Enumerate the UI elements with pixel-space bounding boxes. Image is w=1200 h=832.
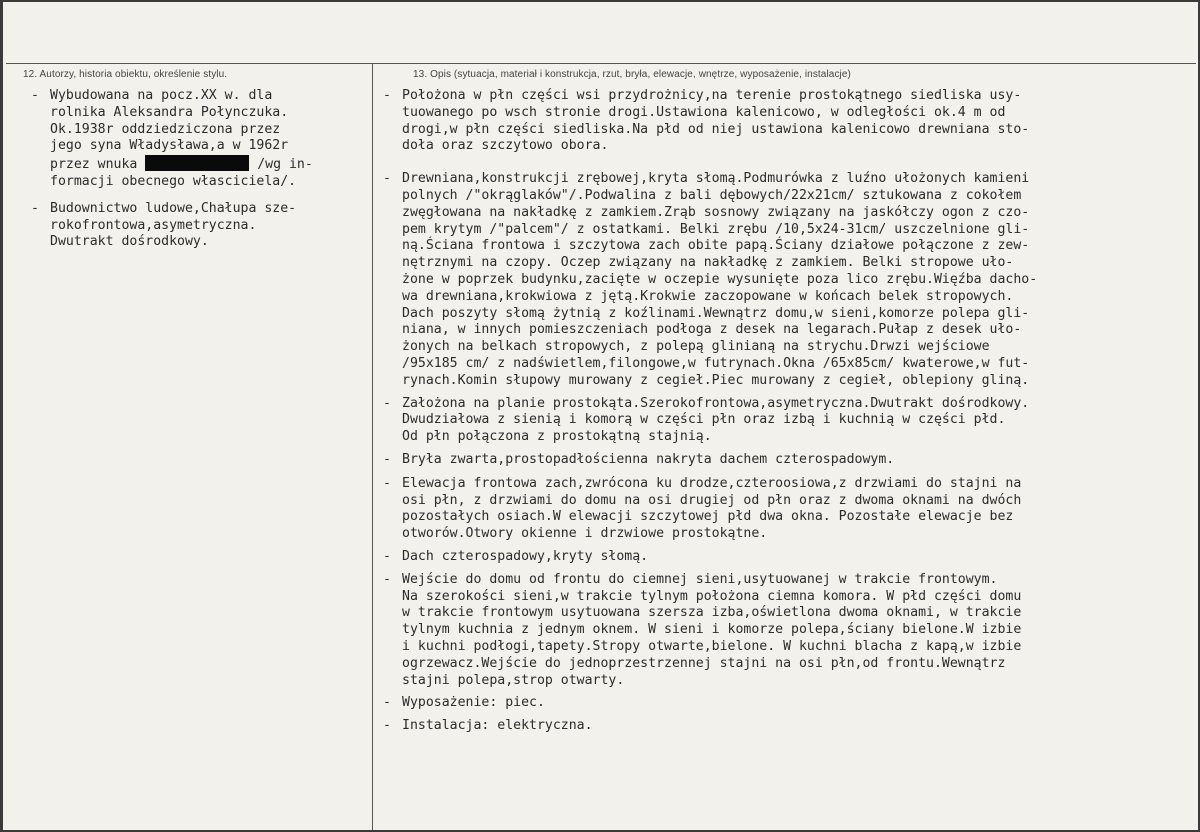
text-line: Dach czterospadowy,kryty słomą. xyxy=(402,548,649,564)
text-line: formacji obecnego własciciela/. xyxy=(50,173,297,189)
text-line: jego syna Władysława,a w 1962r xyxy=(50,138,289,154)
text-line: w trakcie frontowym usytuowana szersza izba,oświetlona dwoma oknami, w trakcie xyxy=(402,605,1022,621)
location-entry: - Położona w płn części wsi przydrożnicy,na terenie prostokątnego siedliska usy- tuowanego po wsch stronie drogi.Ustawiona kalenicowo, w odległości ok.4 m od drogi,w płn części siedliska.Na płd od niej ustawiona kalenicowo drewniana sto- doła oraz szczytowo obora. xyxy=(383,88,1198,155)
text-line: rolnika Aleksandra Połynczuka. xyxy=(50,104,289,120)
text-line: Ok.1938r oddziedziczona przez xyxy=(50,121,281,137)
history-entry: - Wybudowana na pocz.XX w. dla rolnika Aleksandra Połynczuka. Ok.1938r oddziedziczona przez jego syna Władysława,a w 1962r przez wnuka /wg in- formacji obecnego własciciela/. xyxy=(31,88,366,191)
text-line: Wyposażenie: piec. xyxy=(402,695,545,711)
header-divider xyxy=(6,63,1196,64)
elevation-entry: - Elewacja frontowa zach,zwrócona ku drodze,czteroosiowa,z drzwiami do stajni na osi płn, z drzwiami do domu na osi drugiej od płn oraz z dwoma oknami na dwóch pozostałych osiach.W elewacji szczytowej płd dwa okna. Pozostałe elewacje bez otworów.Otwory okienne i drzwiowe prostokątne. xyxy=(383,476,1198,543)
section-13-header: 13. Opis (sytuacja, materiał i konstrukcja, rzut, bryła, elewacje, wnętrze, wyposażenie, instalacje) xyxy=(413,69,851,80)
text-line: niana, w innych pomieszczeniach podłoga z desek na legarach.Pułap z desek uło- xyxy=(402,322,1022,338)
text-line: wa drewniana,krokwiowa z jętą.Krokwie zaczopowane w końcach belek stropowych. xyxy=(402,288,1014,304)
text-line: drogi,w płn części siedliska.Na płd od niej ustawiona kalenicowo drewniana sto- xyxy=(402,121,1030,137)
style-entry: - Budownictwo ludowe,Chałupa sze- rokofrontowa,asymetryczna. Dwutrakt dośrodkowy. xyxy=(31,201,366,251)
text-line: Drewniana,konstrukcji zrębowej,kryta słomą.Podmurówka z luźno ułożonych kamieni xyxy=(402,171,1030,187)
interior-entry: - Wejście do domu od frontu do ciemnej sieni,usytuowanej w trakcie frontowym. Na szerokości sieni,w trakcie tylnym położona ciemna komora. W płd części domu w trakcie frontowym usytuowana szersza izba,oświetlona dwoma oknami, w trakcie tylnym kuchnia z jednym oknem. W sieni i komorze polepa,ściany bielone.W izbie i kuchni podłogi,tapety.Stropy otwarte,bielone. W kuchni blacha z kapą,w izbie ogrzewacz.Wejście do jednoprzestrzennej stajni na osi płn,od frontu.Wewnątrz stajni polepa,strop otwarty. xyxy=(383,572,1198,690)
text-line: Na szerokości sieni,w trakcie tylnym położona ciemna komora. W płd części domu xyxy=(402,588,1022,604)
text-line: pem krytym /"palcem"/ z ostatkami. Belki zrębu /10,5x24-31cm/ uszczelnione gli- xyxy=(402,221,1030,237)
text-line: /95x185 cm/ z nadświetlem,filongowe,w futrynach.Okna /65x85cm/ kwaterowe,w fut- xyxy=(402,355,1030,371)
left-column xyxy=(31,88,366,251)
roof-entry: - Dach czterospadowy,kryty słomą. xyxy=(383,549,1198,566)
installation-entry: - Instalacja: elektryczna. xyxy=(383,718,1198,735)
text-line: osi płn, z drzwiami do domu na osi drugiej od płn oraz z dwoma oknami na dwóch xyxy=(402,492,1022,508)
text-line: Dach poszyty słomą żytnią z koźlinami.Wewnątrz domu,w sieni,komorze polepa gli- xyxy=(402,305,1030,321)
text-line: nętrznymi na czopy. Oczep związany na nakładkę z zamkiem. Belki stropowe uło- xyxy=(402,255,1014,271)
text-line: Dwutrakt dośrodkowy. xyxy=(50,234,209,250)
text-line: ną.Ściana frontowa i szczytowa zach obite papą.Ściany działowe połączone z zew- xyxy=(402,238,1030,254)
text-line: Elewacja frontowa zach,zwrócona ku drodze,czteroosiowa,z drzwiami do stajni na xyxy=(402,475,1022,491)
text-line: Dwudziałowa z sienią i komorą w części płn oraz izbą i kuchnią w części płd. xyxy=(402,412,1006,428)
text-line: Bryła zwarta,prostopadłościenna nakryta dachem czterospadowym. xyxy=(402,451,895,467)
text-line: polnych /"okrąglaków"/.Podwalina z bali dębowych/22x21cm/ sztukowana z cokołem xyxy=(402,187,1022,203)
text-line: stajni polepa,strop otwarty. xyxy=(402,672,625,688)
text-line: otworów.Otwory okienne i drzwiowe prostokątne. xyxy=(402,526,768,542)
section-12-header: 12. Autorzy, historia obiektu, określenie stylu. xyxy=(23,69,228,80)
text-line: Wybudowana na pocz.XX w. dla xyxy=(50,88,273,103)
text-line: i kuchni podłogi,tapety.Stropy otwarte,bielone. W kuchni blacha z kapą,w izbie xyxy=(402,638,1022,654)
equipment-entry: - Wyposażenie: piec. xyxy=(383,695,1198,712)
text-line: tuowanego po wsch stronie drogi.Ustawiona kalenicowo, w odległości ok.4 m od xyxy=(402,104,1006,120)
text-line: żone w poprzek budynku,zacięte w oczepie wysunięte poza lico zrębu.Więźba dacho- xyxy=(402,271,1038,287)
plan-entry: - Założona na planie prostokąta.Szerokofrontowa,asymetryczna.Dwutrakt dośrodkowy. Dwudziałowa z sienią i komorą w części płn oraz izbą i kuchnią w części płd. Od płn połączona z prostokątną stajnią. xyxy=(383,396,1198,446)
text-line: rokofrontowa,asymetryczna. xyxy=(50,217,257,233)
redacted-name-block xyxy=(145,155,249,171)
construction-entry: - Drewniana,konstrukcji zrębowej,kryta słomą.Podmurówka z luźno ułożonych kamieni polnych /"okrąglaków"/.Podwalina z bali dębowych/22x21cm/ sztukowana z cokołem zwęgłowana na nakładkę z zamkiem.Zrąb sosnowy związany na jaskółczy ogon z czo- pem krytym /"palcem"/ z ostatkami. Belki zrębu /10,5x24-31cm/ uszczelnione gli- ną.Ściana frontowa i szczytowa zach obite papą.Ściany działowe połączone z zew- nętrznymi na czopy. Oczep związany na nakładkę z zamkiem. Belki stropowe uło- żone w poprzek budynku,zacięte w oczepie wysunięte poza lico zrębu.Więźba dacho- wa drewniana,krokwiowa z jętą.Krokwie zaczopowane w końcach belek stropowych. Dach poszyty słomą żytnią z koźlinami.Wewnątrz domu,w sieni,komorze polepa gli- niana, w innych pomieszczeniach podłoga z desek na legarach.Pułap z desek uło- żonych na belkach stropowych, z polepą glinianą na strychu.Drwzi wejściowe /95x185 cm/ z nadświetlem,filongowe,w futrynach.Okna /65x85cm/ kwaterowe,w fut- rynach.Komin słupowy murowany z cegieł.Piec murowany z cegieł, oblepiony gliną. xyxy=(383,171,1198,389)
text-line: rynach.Komin słupowy murowany z cegieł.Piec murowany z cegieł, oblepiony gliną. xyxy=(402,372,1030,388)
text-line: Instalacja: elektryczna. xyxy=(402,718,593,734)
text-line: doła oraz szczytowo obora. xyxy=(402,138,609,154)
text-line: Położona w płn części wsi przydrożnicy,na terenie prostokątnego siedliska usy- xyxy=(402,88,1022,103)
column-divider xyxy=(372,64,373,830)
text-line: pozostałych osiach.W elewacji szczytowej płd dwa okna. Pozostałe elewacje bez xyxy=(402,509,1014,525)
text-line: ogrzewacz.Wejście do jednoprzestrzennej stajni na osi płn,od frontu.Wewnątrz xyxy=(402,655,1006,671)
text-line: tylnym kuchnia z jednym oknem. W sieni i komorze polepa,ściany bielone.W izbie xyxy=(402,622,1022,638)
text-line: Budownictwo ludowe,Chałupa sze- xyxy=(50,200,297,216)
form-entry: - Bryła zwarta,prostopadłościenna nakryta dachem czterospadowym. xyxy=(383,452,1198,469)
text-line: przez wnuka /wg in- xyxy=(50,157,313,173)
text-line: Od płn połączona z prostokątną stajnią. xyxy=(402,429,712,445)
text-line: Założona na planie prostokąta.Szerokofrontowa,asymetryczna.Dwutrakt dośrodkowy. xyxy=(402,395,1030,411)
right-column xyxy=(383,88,1198,735)
text-line: żonych na belkach stropowych, z polepą glinianą na strychu.Drwzi wejściowe xyxy=(402,339,990,355)
text-line: Wejście do domu od frontu do ciemnej sieni,usytuowanej w trakcie frontowym. xyxy=(402,571,998,587)
text-line: zwęgłowana na nakładkę z zamkiem.Zrąb sosnowy związany na jaskółczy ogon z czo- xyxy=(402,204,1030,220)
